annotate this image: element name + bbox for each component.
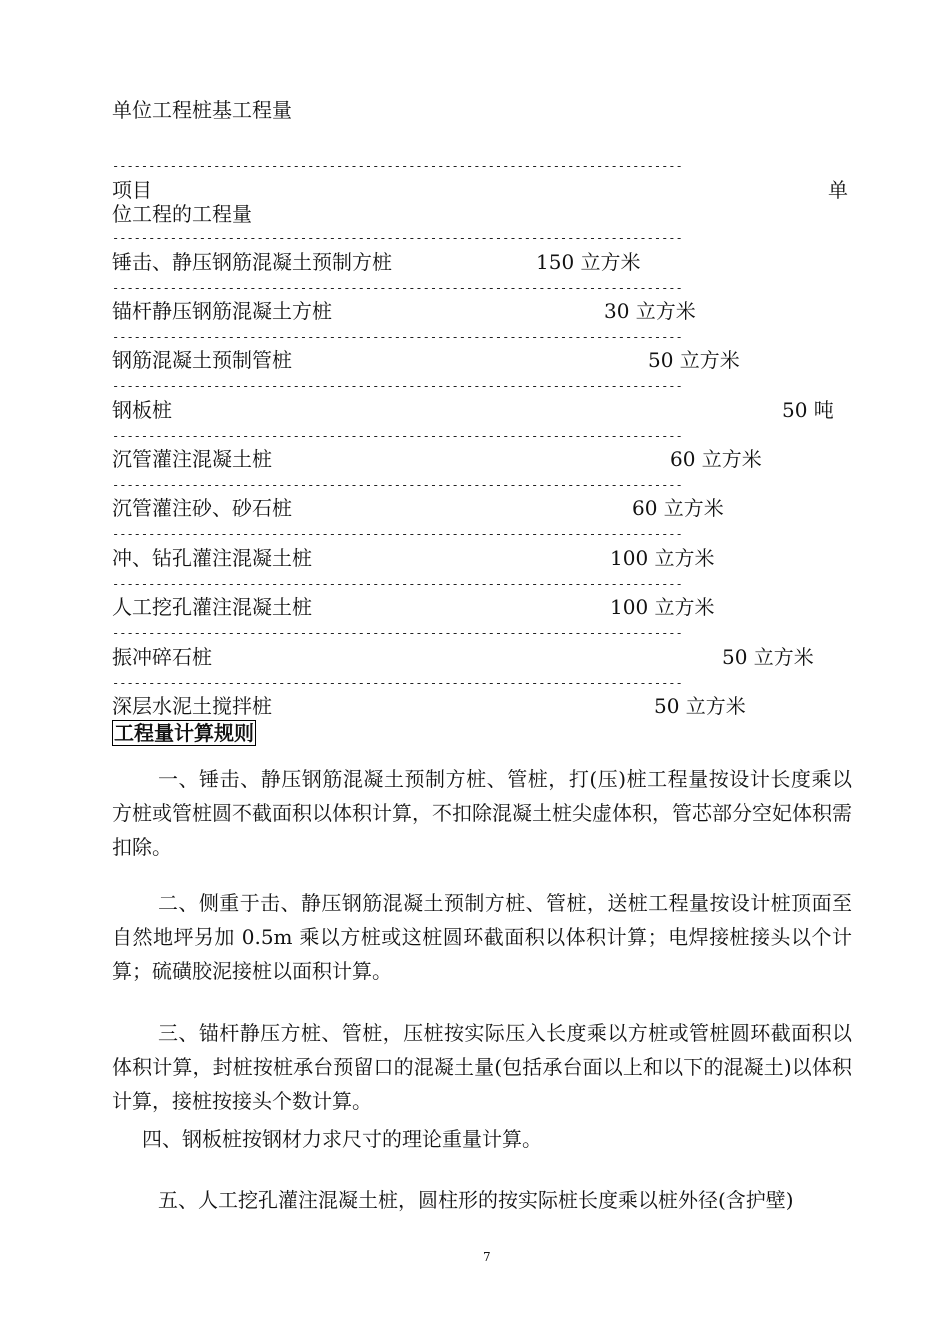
- table-row-amount: 50 立方米: [722, 645, 814, 669]
- table-row-amount: 30 立方米: [604, 299, 696, 323]
- table-row-amount: 100 立方米: [610, 595, 715, 619]
- table-row-item: 冲、钻孔灌注混凝土桩: [112, 546, 312, 570]
- table-row-amount: 50 吨: [782, 398, 834, 422]
- table-row-item: 锚杆静压钢筋混凝土方桩: [112, 299, 332, 323]
- table-row-amount: 50 立方米: [648, 348, 740, 372]
- paragraph-1: 一、锤击、静压钢筋混凝土预制方桩、管桩，打(压)桩工程量按设计长度乘以方桩或管桩圆不截面积以体积计算，不扣除混凝土桩尖虚体积，管芯部分空妃体积需扣除。: [112, 767, 852, 859]
- table-row-item: 深层水泥土搅拌桩: [112, 694, 272, 718]
- table-row-amount: 60 立方米: [632, 496, 724, 520]
- divider-line: -------------------------------------------------------------------------------: [112, 160, 683, 172]
- section-heading: 工程量计算规则: [114, 721, 254, 745]
- table-row-item: 钢板桩: [112, 398, 172, 422]
- table-header-item: 项目: [112, 178, 152, 202]
- divider-line: -------------------------------------------------------------------------------: [112, 380, 683, 392]
- divider-line: -------------------------------------------------------------------------------: [112, 331, 683, 343]
- table-header-amount-part1: 单: [828, 178, 848, 202]
- table-row-item: 人工挖孔灌注混凝土桩: [112, 595, 312, 619]
- paragraph-2: 二、侧重于击、静压钢筋混凝土预制方桩、管桩，送桩工程量按设计桩顶面至自然地坪另加 0.5m 乘以方桩或这桩圆环截面积以体积计算；电焊接桩接头以个计算；硫磺胶泥接桩以面积计算。: [112, 891, 852, 983]
- table-row-amount: 60 立方米: [670, 447, 762, 471]
- document-title: 单位工程桩基工程量: [112, 98, 292, 122]
- table-row-item: 钢筋混凝土预制管桩: [112, 348, 292, 372]
- table-row-item: 振冲碎石桩: [112, 645, 212, 669]
- table-row-item: 锤击、静压钢筋混凝土预制方桩: [112, 250, 392, 274]
- table-row-amount: 100 立方米: [610, 546, 715, 570]
- divider-line: -------------------------------------------------------------------------------: [112, 677, 683, 689]
- paragraph-5: 五、人工挖孔灌注混凝土桩，圆柱形的按实际桩长度乘以桩外径(含护壁): [158, 1188, 794, 1212]
- paragraph-4: 四、钢板桩按钢材力求尺寸的理论重量计算。: [142, 1127, 542, 1151]
- table-row-item: 沉管灌注砂、砂石桩: [112, 496, 292, 520]
- divider-line: -------------------------------------------------------------------------------: [112, 232, 683, 244]
- table-row-item: 沉管灌注混凝土桩: [112, 447, 272, 471]
- divider-line: -------------------------------------------------------------------------------: [112, 479, 683, 491]
- divider-line: -------------------------------------------------------------------------------: [112, 282, 683, 294]
- table-row-amount: 150 立方米: [536, 250, 641, 274]
- table-header-amount-part2: 位工程的工程量: [112, 202, 252, 226]
- table-row-amount: 50 立方米: [654, 694, 746, 718]
- page-number: 7: [483, 1250, 491, 1264]
- paragraph-3: 三、锚杆静压方桩、管桩，压桩按实际压入长度乘以方桩或管桩圆环截面积以体积计算，封桩按桩承台预留口的混凝土量(包括承台面以上和以下的混凝土)以体积计算，接桩按接头个数计算。: [112, 1021, 852, 1113]
- divider-line: -------------------------------------------------------------------------------: [112, 528, 683, 540]
- divider-line: -------------------------------------------------------------------------------: [112, 578, 683, 590]
- divider-line: -------------------------------------------------------------------------------: [112, 430, 683, 442]
- divider-line: -------------------------------------------------------------------------------: [112, 627, 683, 639]
